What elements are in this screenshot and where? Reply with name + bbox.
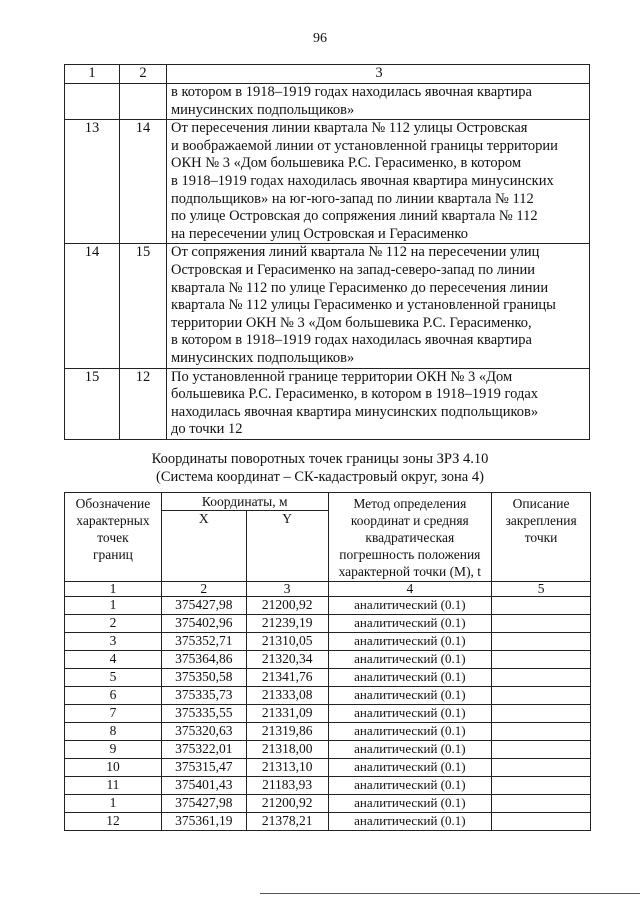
coord-x: 375335,55 xyxy=(161,705,246,723)
description-line: ОКН № 3 «Дом большевика Р.С. Герасименко, в котором xyxy=(171,155,522,172)
table-row xyxy=(65,813,591,831)
description-value xyxy=(492,813,591,831)
col-number-2: 2 xyxy=(161,582,246,597)
description-line: минусинских подпольщиков» xyxy=(171,349,355,366)
method-value: аналитический (0.1) xyxy=(328,597,492,615)
column-number-row xyxy=(65,582,591,597)
coord-y: 21310,05 xyxy=(246,633,328,651)
header-line: точки xyxy=(524,530,558,545)
description-value xyxy=(492,759,591,777)
coord-x: 375361,19 xyxy=(161,813,246,831)
table-row xyxy=(65,615,591,633)
coord-y: 21378,21 xyxy=(246,813,328,831)
method-value: аналитический (0.1) xyxy=(328,759,492,777)
table-row xyxy=(65,244,590,368)
coord-y: 21319,86 xyxy=(246,723,328,741)
segment-start-point xyxy=(65,84,120,120)
coordinates-caption-system: (Система координат – СК-кадастровый округ, зона 4) xyxy=(156,469,484,485)
description-line: От пересечения линии квартала № 112 улицы Островская xyxy=(171,120,528,137)
segment-end-point: 12 xyxy=(120,368,167,439)
col-number-4: 4 xyxy=(328,582,492,597)
description-value xyxy=(492,705,591,723)
table-row xyxy=(65,705,591,723)
description-line: в 1918–1919 годах находилась явочная квартира минусинских xyxy=(171,172,554,189)
coord-x: 375402,96 xyxy=(161,615,246,633)
coord-x: 375427,98 xyxy=(161,597,246,615)
coord-y: 21200,92 xyxy=(246,597,328,615)
description-value xyxy=(492,687,591,705)
description-value xyxy=(492,615,591,633)
coord-y: 21341,76 xyxy=(246,669,328,687)
coord-y: 21320,34 xyxy=(246,651,328,669)
description-line: большевика Р.С. Герасименко, в котором в 1918–1919 годах xyxy=(171,386,539,403)
method-value: аналитический (0.1) xyxy=(328,777,492,795)
coord-y: 21333,08 xyxy=(246,687,328,705)
segment-end-point: 14 xyxy=(120,120,167,244)
table-header-row xyxy=(65,65,590,84)
method-value: аналитический (0.1) xyxy=(328,669,492,687)
segment-start-point: 13 xyxy=(65,120,120,244)
header-col-3: 3 xyxy=(167,65,590,84)
description-value xyxy=(492,795,591,813)
method-value: аналитический (0.1) xyxy=(328,615,492,633)
coord-y: 21183,93 xyxy=(246,777,328,795)
header-line: закрепления xyxy=(505,513,577,528)
coord-x: 375352,71 xyxy=(161,633,246,651)
header-x: X xyxy=(161,511,246,582)
description-line: Островская и Герасименко на запад-северо-запад по линии xyxy=(171,261,536,278)
table-row xyxy=(65,687,591,705)
col-number-1: 1 xyxy=(65,582,162,597)
point-id: 2 xyxy=(65,615,162,633)
header-y: Y xyxy=(246,511,328,582)
header-description xyxy=(492,493,591,582)
header-line: координат и средняя xyxy=(350,513,469,528)
header-line: границ xyxy=(92,547,133,562)
table-row xyxy=(65,120,590,244)
description-line: на пересечении улиц Островская и Герасименко xyxy=(171,225,468,242)
point-id: 12 xyxy=(65,813,162,831)
boundary-description-table xyxy=(64,64,590,440)
table-header-row xyxy=(65,493,591,511)
description-line: минусинских подпольщиков» xyxy=(171,101,355,118)
header-line: точек xyxy=(97,530,129,545)
coordinates-caption-title: Координаты поворотных точек границы зоны ЗРЗ 4.10 xyxy=(151,451,489,467)
header-method xyxy=(328,493,492,582)
coord-y: 21239,19 xyxy=(246,615,328,633)
header-line: характерной точки (М), t xyxy=(338,564,482,579)
segment-description xyxy=(167,244,590,368)
point-id: 1 xyxy=(65,597,162,615)
description-value xyxy=(492,723,591,741)
point-id: 1 xyxy=(65,795,162,813)
footer-rule xyxy=(260,893,640,894)
segment-description xyxy=(167,84,590,120)
description-line: до точки 12 xyxy=(171,421,243,438)
table-row xyxy=(65,795,591,813)
point-id: 4 xyxy=(65,651,162,669)
description-line: От сопряжения линий квартала № 112 на пересечении улиц xyxy=(171,244,540,261)
table-row xyxy=(65,741,591,759)
point-id: 8 xyxy=(65,723,162,741)
description-line: квартала № 112 по улице Герасименко до пересечения линии xyxy=(171,279,549,296)
coord-x: 375322,01 xyxy=(161,741,246,759)
table-row xyxy=(65,669,591,687)
table-row xyxy=(65,597,591,615)
coord-x: 375350,58 xyxy=(161,669,246,687)
method-value: аналитический (0.1) xyxy=(328,687,492,705)
description-value xyxy=(492,777,591,795)
page-number: 96 xyxy=(313,31,327,46)
header-line: Обозначение xyxy=(75,496,151,511)
header-line: квадратическая xyxy=(365,530,455,545)
header-line: Описание xyxy=(512,496,570,511)
header-line: Метод определения xyxy=(353,496,467,511)
col-number-5: 5 xyxy=(492,582,591,597)
description-line: в котором в 1918–1919 годах находилась явочная квартира xyxy=(171,332,532,349)
header-col-1: 1 xyxy=(65,65,120,84)
segment-description xyxy=(167,368,590,439)
point-id: 6 xyxy=(65,687,162,705)
col-number-3: 3 xyxy=(246,582,328,597)
table-row xyxy=(65,84,590,120)
description-value xyxy=(492,741,591,759)
coord-x: 375364,86 xyxy=(161,651,246,669)
description-value xyxy=(492,669,591,687)
coord-x: 375427,98 xyxy=(161,795,246,813)
header-coordinates: Координаты, м xyxy=(161,493,328,511)
coord-y: 21318,00 xyxy=(246,741,328,759)
description-line: в котором в 1918–1919 годах находилась явочная квартира xyxy=(171,84,532,100)
segment-start-point: 15 xyxy=(65,368,120,439)
description-value xyxy=(492,651,591,669)
method-value: аналитический (0.1) xyxy=(328,741,492,759)
point-id: 11 xyxy=(65,777,162,795)
point-id: 9 xyxy=(65,741,162,759)
header-line: характерных xyxy=(76,513,150,528)
segment-start-point: 14 xyxy=(65,244,120,368)
header-designation xyxy=(65,493,162,582)
header-col-2: 2 xyxy=(120,65,167,84)
table-row xyxy=(65,759,591,777)
segment-description xyxy=(167,120,590,244)
table-row xyxy=(65,777,591,795)
description-line: подпольщиков» на юг-юго-запад по линии квартала № 112 xyxy=(171,190,534,207)
coord-x: 375320,63 xyxy=(161,723,246,741)
coord-y: 21331,09 xyxy=(246,705,328,723)
header-line: погрешность положения xyxy=(339,547,481,562)
segment-end-point xyxy=(120,84,167,120)
point-id: 3 xyxy=(65,633,162,651)
method-value: аналитический (0.1) xyxy=(328,723,492,741)
description-line: по улице Островская до сопряжения линий квартала № 112 xyxy=(171,208,538,225)
segment-end-point: 15 xyxy=(120,244,167,368)
table-row xyxy=(65,633,591,651)
table-row xyxy=(65,723,591,741)
description-line: и воображаемой линии от установленной границы территории xyxy=(171,137,558,154)
coord-x: 375335,73 xyxy=(161,687,246,705)
method-value: аналитический (0.1) xyxy=(328,651,492,669)
method-value: аналитический (0.1) xyxy=(328,795,492,813)
method-value: аналитический (0.1) xyxy=(328,813,492,831)
coordinates-table xyxy=(64,492,591,831)
point-id: 10 xyxy=(65,759,162,777)
point-id: 7 xyxy=(65,705,162,723)
coord-y: 21313,10 xyxy=(246,759,328,777)
description-value xyxy=(492,633,591,651)
table-row xyxy=(65,368,590,439)
point-id: 5 xyxy=(65,669,162,687)
coord-x: 375401,43 xyxy=(161,777,246,795)
description-value xyxy=(492,597,591,615)
description-line: находилась явочная квартира минусинских подпольщиков» xyxy=(171,403,539,420)
table-row xyxy=(65,651,591,669)
coord-y: 21200,92 xyxy=(246,795,328,813)
coord-x: 375315,47 xyxy=(161,759,246,777)
description-line: квартала № 112 улицы Герасименко и установленной границы xyxy=(171,297,556,314)
method-value: аналитический (0.1) xyxy=(328,633,492,651)
description-line: территории ОКН № 3 «Дом большевика Р.С. Герасименко, xyxy=(171,314,532,331)
method-value: аналитический (0.1) xyxy=(328,705,492,723)
description-line: По установленной границе территории ОКН № 3 «Дом xyxy=(171,368,513,385)
